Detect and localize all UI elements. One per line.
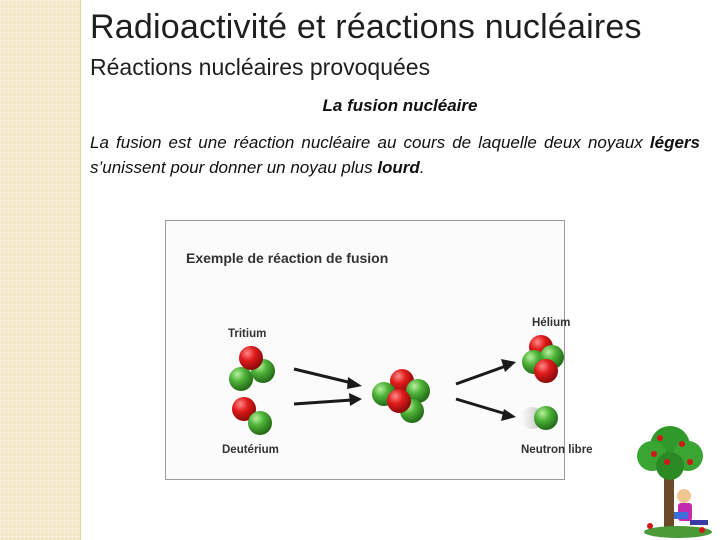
decorative-sidebar xyxy=(0,0,80,540)
body-bold-light: légers xyxy=(649,133,700,152)
compound-nucleus xyxy=(372,369,430,423)
slide-subtitle: Réactions nucléaires provoquées xyxy=(90,54,431,80)
body-text-part2: s’unissent pour donner un noyau plus xyxy=(90,158,378,177)
slide-title: Radioactivité et réactions nucléaires xyxy=(90,8,642,46)
fusion-diagram-image xyxy=(165,220,593,480)
tree-reader-clipart xyxy=(632,424,720,540)
section-heading: La fusion nucléaire xyxy=(322,96,478,115)
diagram-title: Exemple de réaction de fusion xyxy=(186,250,389,266)
tritium-nucleus xyxy=(229,346,275,391)
free-neutron xyxy=(521,406,558,430)
sidebar-divider xyxy=(80,0,81,540)
helium-label: Hélium xyxy=(532,317,571,329)
deuterium-nucleus xyxy=(232,397,272,435)
body-bold-heavy: lourd xyxy=(377,158,420,177)
free-neutron-label: Neutron libre xyxy=(521,444,593,456)
deuterium-label: Deutérium xyxy=(222,444,279,456)
body-text-part1: La fusion est une réaction nucléaire au cours de laquelle deux noyaux xyxy=(90,133,650,152)
helium-nucleus xyxy=(522,335,564,383)
body-paragraph xyxy=(90,130,700,180)
tritium-label: Tritium xyxy=(228,328,267,340)
body-text-part3: . xyxy=(419,158,425,177)
